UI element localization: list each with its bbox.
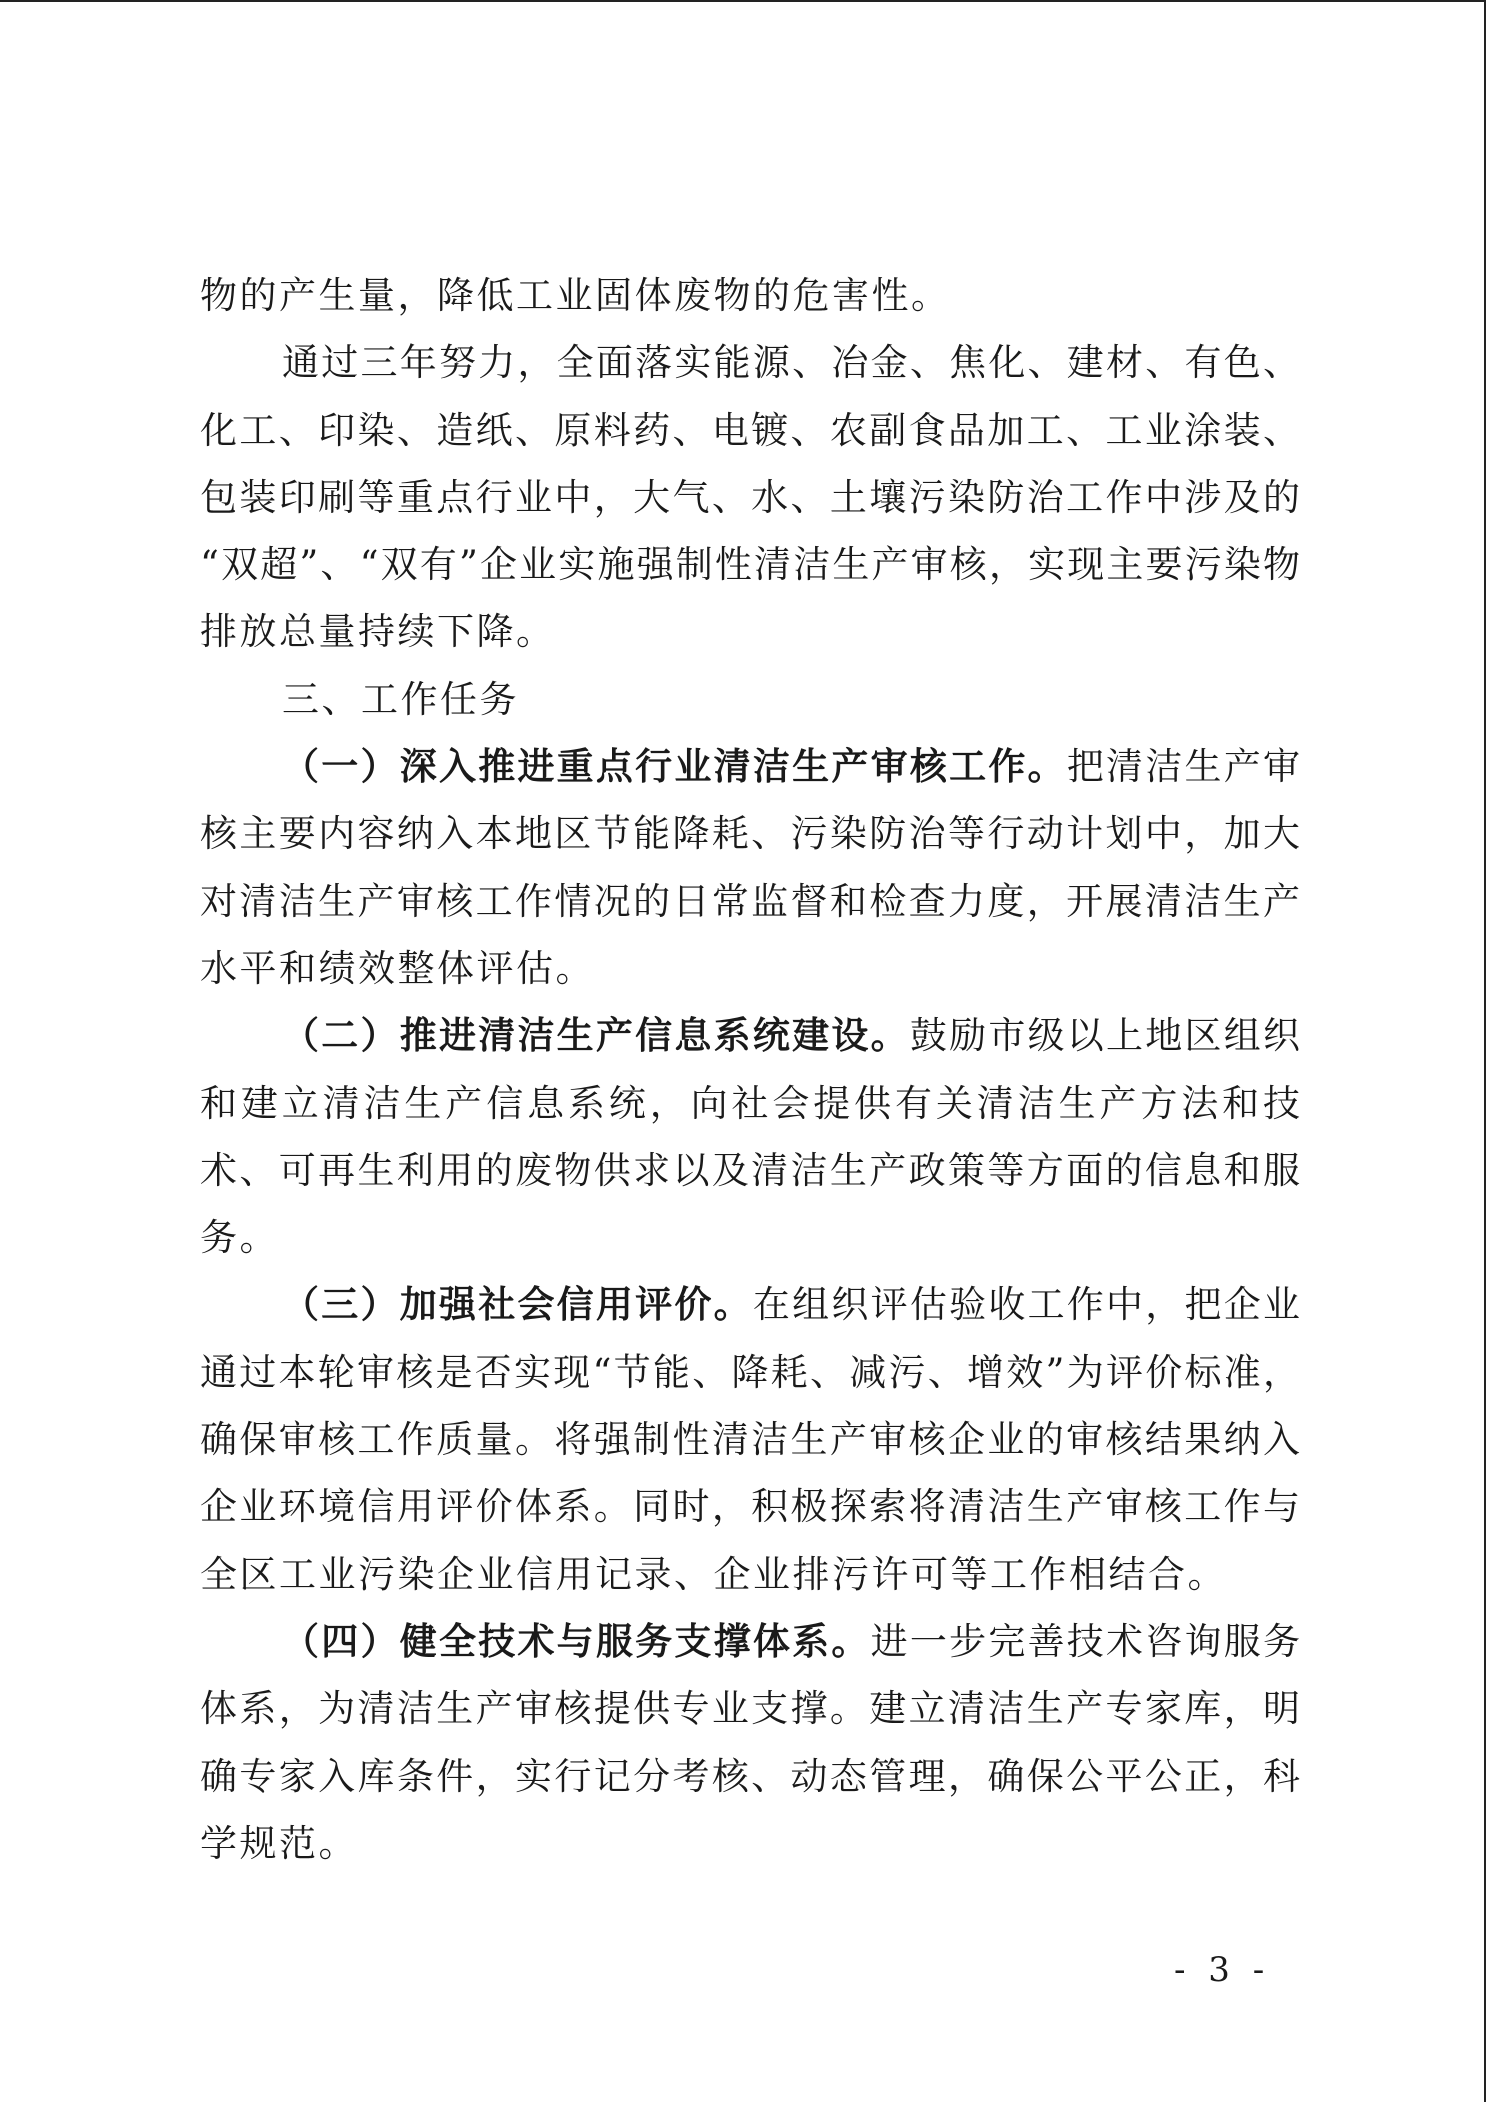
subsection-text: 进一步完善技术咨询服务	[870, 1619, 1301, 1663]
subsection-title: （四）健全技术与服务支撑体系。	[282, 1618, 871, 1663]
text-line: 体系，为清洁生产审核提供专业支撑。建立清洁生产专家库，明	[200, 1687, 1300, 1731]
text-line: 和建立清洁生产信息系统，向社会提供有关清洁生产方法和技	[200, 1081, 1300, 1125]
text-line: “双超”、“双有”企业实施强制性清洁生产审核，实现主要污染物	[200, 543, 1300, 587]
subsection-first-line	[200, 1002, 1300, 1069]
subsection-text: 鼓励市级以上地区组织	[909, 1014, 1301, 1058]
text-line: 包装印刷等重点行业中，大气、水、土壤污染防治工作中涉及的	[200, 475, 1300, 519]
paragraph-first-line: 通过三年努力，全面落实能源、冶金、焦化、建材、有色、	[282, 341, 1300, 385]
text-line: 务。	[200, 1216, 279, 1260]
subsection-first-line	[200, 1271, 1300, 1338]
text-line: 企业环境信用评价体系。同时，积极探索将清洁生产审核工作与	[200, 1485, 1300, 1529]
text-line: 学规范。	[200, 1821, 358, 1865]
text-line: 全区工业污染企业信用记录、企业排污许可等工作相结合。	[200, 1552, 1227, 1596]
subsection-title: （二）推进清洁生产信息系统建设。	[282, 1013, 910, 1058]
subsection-first-line	[200, 733, 1300, 800]
subsection-text: 在组织评估验收工作中，把企业	[752, 1283, 1301, 1327]
text-line: 确保审核工作质量。将强制性清洁生产审核企业的审核结果纳入	[200, 1418, 1300, 1462]
text-line: 化工、印染、造纸、原料药、电镀、农副食品加工、工业涂装、	[200, 408, 1300, 452]
text-line: 核主要内容纳入本地区节能降耗、污染防治等行动计划中，加大	[200, 812, 1300, 856]
text-line: 物的产生量，降低工业固体废物的危害性。	[200, 274, 951, 317]
subsection-title: （三）加强社会信用评价。	[282, 1282, 753, 1327]
text-line: 确专家入库条件，实行记分考核、动态管理，确保公平公正，科	[200, 1754, 1300, 1798]
text-line: 水平和绩效整体评估。	[200, 946, 595, 990]
section-heading: 三、工作任务	[282, 677, 519, 721]
document-body	[200, 262, 1300, 1877]
subsection-text: 把清洁生产审	[1066, 745, 1301, 789]
text-line: 术、可再生利用的废物供求以及清洁生产政策等方面的信息和服	[200, 1148, 1300, 1192]
subsection-first-line	[200, 1608, 1300, 1675]
text-line: 通过本轮审核是否实现“节能、降耗、减污、增效”为评价标准，	[200, 1350, 1300, 1394]
text-line: 排放总量持续下降。	[200, 610, 556, 654]
page-number: - 3 -	[1174, 1950, 1271, 1990]
subsection-title: （一）深入推进重点行业清洁生产审核工作。	[282, 744, 1067, 789]
text-line: 对清洁生产审核工作情况的日常监督和检查力度，开展清洁生产	[200, 879, 1300, 923]
